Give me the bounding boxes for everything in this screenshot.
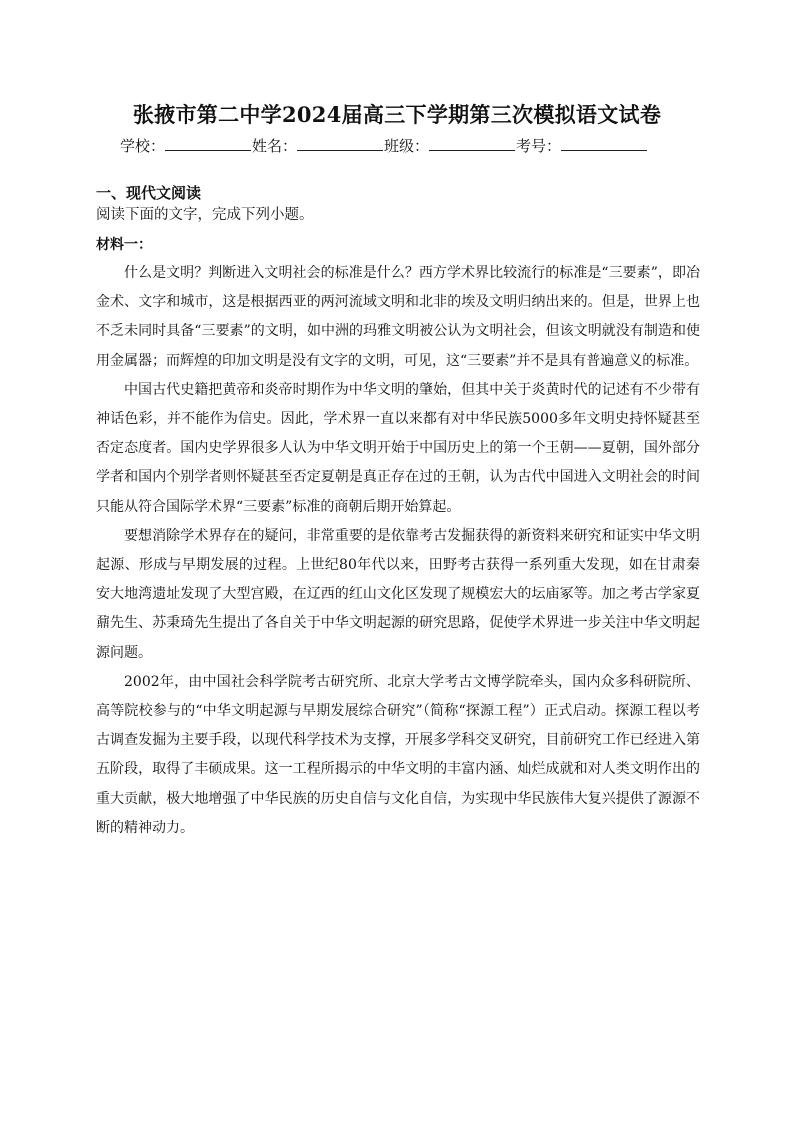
reading-instruction: 阅读下面的文字，完成下列小题。 [96,207,314,223]
class-blank [429,134,515,151]
paragraph: 2002年，由中国社会科学院考古研究所、北京大学考古文博学院牵头，国内众多科研院所、高等院校参与的“中华文明起源与早期发展综合研究”（简称“探源工程”）正式启动。探源工程以考古调查发掘为主要手段，以现代科学技术为支撑，开展多学科交叉研究，目前研究工作已经进入第五阶段，取得了丰硕成果。这一工程所揭示的中华文明的丰富内涵、灿烂成就和对人类文明作出的重大贡献，极大地增强了中华民族的历史自信与文化自信，为实现中华民族伟大复兴提供了源源不断的精神动力。 [96,673,700,836]
paragraph: 中国古代史籍把黄帝和炎帝时期作为中华文明的肇始，但其中关于炎黄时代的记述有不少带有神话色彩，并不能作为信史。因此，学术界一直以来都有对中华民族5000多年文明史持怀疑甚至否定态度者。国内史学界很多人认为中华文明开始于中国历史上的第一个王朝——夏朝，国外部分学者和国内个别学者则怀疑甚至否定夏朝是真正存在过的王朝，认为古代中国进入文明社会的时间只能从符合国际学术界“三要素”标准的商朝后期开始算起。 [96,381,700,515]
class-label: 班级： [384,137,430,155]
paragraph: 什么是文明？判断进入文明社会的标准是什么？西方学术界比较流行的标准是“三要素”，即冶金术、文字和城市，这是根据西亚的两河流域文明和北非的埃及文明归纳出来的。但是，世界上也不乏未同时具备“三要素”的文明，如中洲的玛雅文明被公认为文明社会，但该文明就没有制造和使用金属器；而辉煌的印加文明是没有文字的文明，可见，这“三要素”并不是具有普遍意义的标准。 [96,265,700,369]
paragraph: 要想消除学术界存在的疑问，非常重要的是依靠考古发掘获得的新资料来研究和证实中华文明起源、形成与早期发展的过程。上世纪80年代以来，田野考古获得一系列重大发现，如在甘肃秦安大地湾遗址发现了大型宫殿，在辽西的红山文化区发现了规模宏大的坛庙冢等。加之考古学家夏鼐先生、苏秉琦先生提出了各自关于中华文明起源的研究思路，促使学术界进一步关注中华文明起源问题。 [96,527,700,661]
material-label: 材料一： [96,237,152,253]
section-heading: 一、现代文阅读 [96,184,202,202]
student-info-line [120,134,680,158]
material-body [96,259,700,843]
school-label: 学校： [120,137,166,155]
name-label: 姓名： [252,137,298,155]
school-blank [165,134,251,151]
name-blank [297,134,383,151]
number-blank [561,134,647,151]
exam-title: 张掖市第二中学2024届高三下学期第三次模拟语文试卷 [132,102,662,127]
number-label: 考号： [516,137,562,155]
